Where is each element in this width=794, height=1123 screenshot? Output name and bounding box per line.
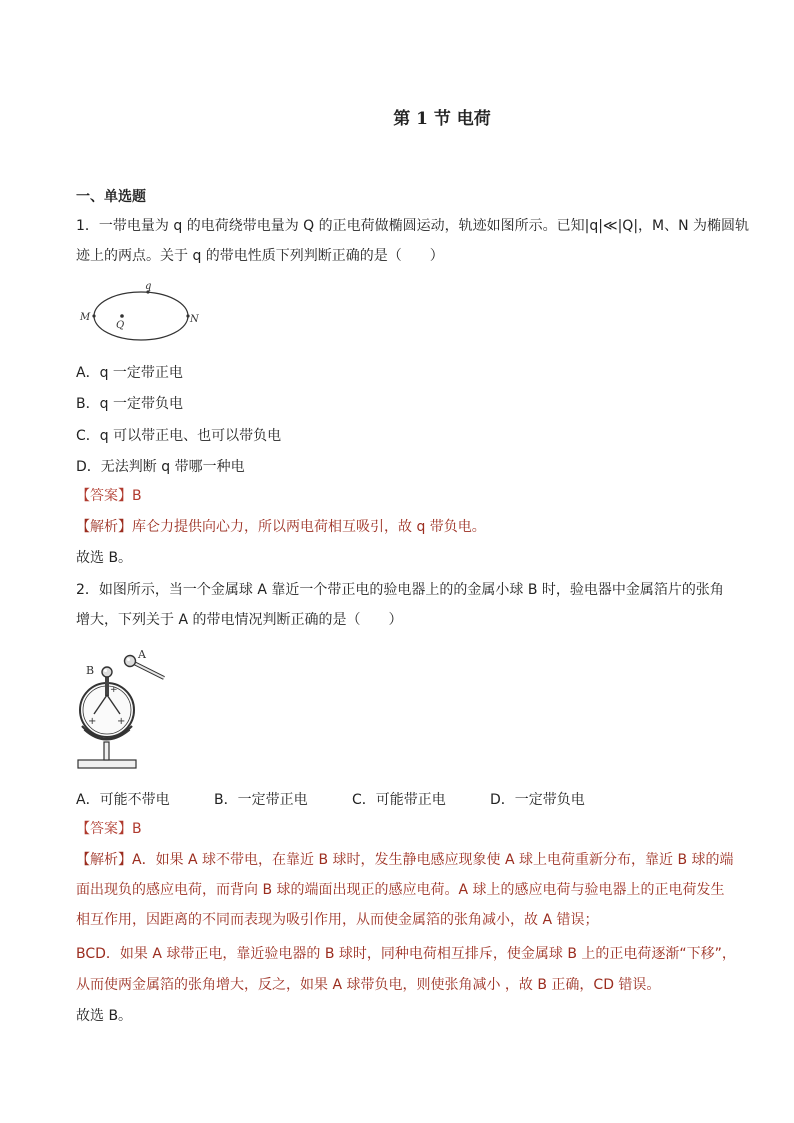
rod-charge: + <box>110 685 118 695</box>
q2-electroscope-figure <box>74 648 174 774</box>
metal-ball-A <box>125 656 136 667</box>
q2-analysis-line-3: 相互作用，因距离的不同而表现为吸引作用，从而使金属箔的张角减小，故 A 错误； <box>76 912 599 928</box>
label-B: B <box>86 664 95 677</box>
ball-A-highlight <box>127 658 130 661</box>
ball-B-highlight <box>104 669 107 672</box>
point-M-dot <box>92 314 95 317</box>
label-Q: Q <box>116 320 125 331</box>
q2-option-a: A．可能不带电 <box>76 792 170 808</box>
label-A: A <box>138 648 146 661</box>
stand-pole <box>104 742 109 760</box>
q1-stem-line-2: 迹上的两点。关于 q 的带电性质下列判断正确的是（ ） <box>76 248 444 264</box>
q2-option-c: C．可能带正电 <box>352 792 446 808</box>
q1-option-a: A．q 一定带正电 <box>76 365 183 381</box>
q2-answer: 【答案】B <box>76 821 142 837</box>
q1-stem-line-1: 1．一带电量为 q 的电荷绕带电量为 Q 的正电荷做椭圆运动，轨迹如图所示。已知|q|≪|Q|，M、N 为椭圆轨 <box>76 218 750 234</box>
q2-stem-line-2: 增大，下列关于 A 的带电情况判断正确的是（ ） <box>76 612 403 628</box>
q2-analysis-line-5: 从而使两金属箔的张角增大，反之，如果 A 球带负电，则使张角减小 ，故 B 正确，CD 错误。 <box>76 977 661 993</box>
q1-analysis: 【解析】库仑力提供向心力，所以两电荷相互吸引，故 q 带负电。 <box>76 519 486 535</box>
orbit-ellipse <box>94 292 188 340</box>
page-title: 第 1 节 电荷 <box>393 109 491 129</box>
q1-conclusion: 故选 B。 <box>76 550 133 566</box>
label-N: N <box>190 314 199 325</box>
metal-ball-B <box>102 667 112 677</box>
q1-option-d: D．无法判断 q 带哪一种电 <box>76 459 245 475</box>
q2-conclusion: 故选 B。 <box>76 1008 133 1024</box>
q2-analysis-line-2: 面出现负的感应电荷，而背向 B 球的端面出现正的感应电荷。A 球上的感应电荷与验电器上的正电荷发生 <box>76 882 725 898</box>
q1-ellipse-figure <box>78 280 208 346</box>
leaf-charge-left: + <box>88 716 97 727</box>
label-M: M <box>80 312 91 323</box>
leaf-charge-right: + <box>117 716 126 727</box>
label-q: q <box>145 281 152 292</box>
q2-option-b: B．一定带正电 <box>214 792 308 808</box>
ball-A-handle-inner <box>134 663 164 678</box>
q2-analysis-line-4: BCD．如果 A 球带正电，靠近验电器的 B 球时，同种电荷相互排斥，使金属球 B 上的正电荷逐渐“下移”， <box>76 946 736 962</box>
q2-analysis-line-1: 【解析】A．如果 A 球不带电，在靠近 B 球时，发生静电感应现象使 A 球上电荷重新分布，靠近 B 球的端 <box>76 852 734 868</box>
q1-option-b: B．q 一定带负电 <box>76 396 183 412</box>
q2-stem-line-1: 2．如图所示，当一个金属球 A 靠近一个带正电的验电器上的的金属小球 B 时，验电器中金属箔片的张角 <box>76 582 724 598</box>
section-heading: 一、单选题 <box>76 189 146 205</box>
q2-option-d: D．一定带负电 <box>490 792 585 808</box>
q1-answer: 【答案】B <box>76 488 142 504</box>
stand-base <box>78 760 136 768</box>
q1-option-c: C．q 可以带正电、也可以带负电 <box>76 428 282 444</box>
charge-Q-dot <box>120 314 124 318</box>
